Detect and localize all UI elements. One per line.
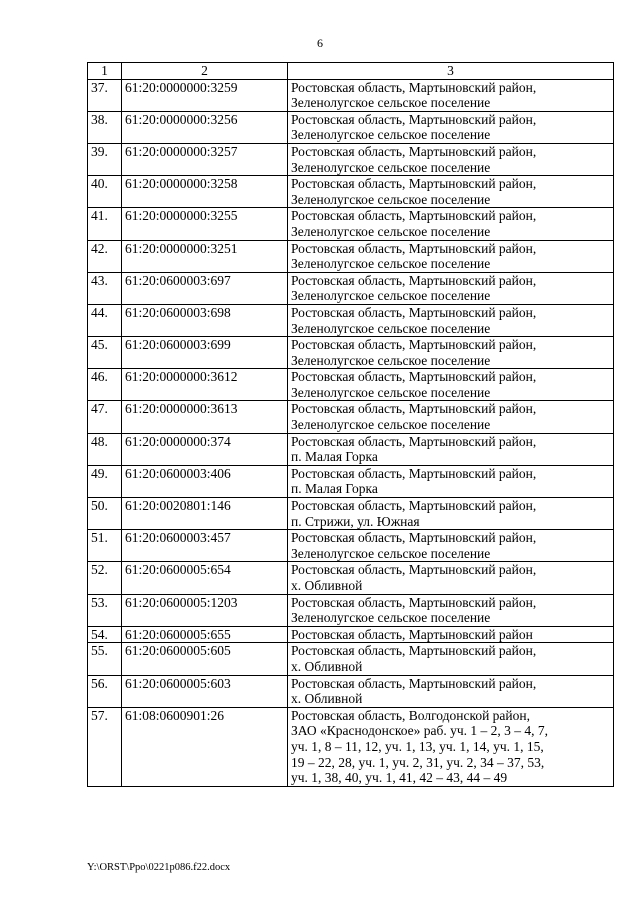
address-line: Зеленолугское сельское поселение xyxy=(291,610,491,626)
table-row xyxy=(88,707,614,786)
row-number: 47. xyxy=(88,401,122,433)
address-line: Ростовская область, Мартыновский район, xyxy=(291,337,537,353)
table-row xyxy=(88,675,614,707)
row-number: 51. xyxy=(88,530,122,562)
address-line: Зеленолугское сельское поселение xyxy=(291,417,491,433)
cadastral-number: 61:20:0000000:3257 xyxy=(122,143,288,175)
address-line: х. Обливной xyxy=(291,691,363,707)
address-line: х. Обливной xyxy=(291,578,363,593)
row-number: 46. xyxy=(88,369,122,401)
footer-file-path: Y:\ORST\Ppo\0221p086.f22.docx xyxy=(87,862,231,873)
table-row xyxy=(88,369,614,401)
cadastral-number: 61:20:0600003:699 xyxy=(122,337,288,369)
land-parcel-table xyxy=(87,62,614,787)
cadastral-number: 61:20:0600005:603 xyxy=(122,675,288,707)
row-number: 37. xyxy=(88,79,122,111)
header-col-2: 2 xyxy=(122,63,288,80)
address-cell xyxy=(288,626,614,643)
address-line: 19 – 22, 28, уч. 1, уч. 2, 31, уч. 2, 34 – 37, 53, xyxy=(291,754,545,770)
table-row xyxy=(88,304,614,336)
row-number: 48. xyxy=(88,433,122,465)
table-row xyxy=(88,337,614,369)
cadastral-number: 61:20:0600003:406 xyxy=(122,465,288,497)
address-line: Ростовская область, Мартыновский район, xyxy=(291,176,537,192)
cadastral-number: 61:20:0000000:374 xyxy=(122,433,288,465)
address-line: ЗАО «Краснодонское» раб. уч. 1 – 2, 3 – 4, 7, xyxy=(291,723,549,739)
address-line: Зеленолугское сельское поселение xyxy=(291,127,491,143)
address-cell xyxy=(288,369,614,401)
address-line: Зеленолугское сельское поселение xyxy=(291,191,491,207)
address-line: Зеленолугское сельское поселение xyxy=(291,159,491,175)
address-cell xyxy=(288,707,614,786)
row-number: 43. xyxy=(88,272,122,304)
address-line: Зеленолугское сельское поселение xyxy=(291,384,491,400)
cadastral-number: 61:20:0600005:655 xyxy=(122,626,288,643)
table-row xyxy=(88,176,614,208)
table-row xyxy=(88,79,614,111)
cadastral-number: 61:20:0000000:3258 xyxy=(122,176,288,208)
address-cell xyxy=(288,304,614,336)
address-line: Ростовская область, Мартыновский район, xyxy=(291,208,537,224)
address-line: Ростовская область, Мартыновский район, xyxy=(291,79,537,95)
address-cell xyxy=(288,337,614,369)
table-row xyxy=(88,433,614,465)
address-line: п. Малая Горка xyxy=(291,449,378,465)
table-row xyxy=(88,643,614,675)
cadastral-number: 61:20:0600003:698 xyxy=(122,304,288,336)
table-row xyxy=(88,626,614,643)
row-number: 45. xyxy=(88,337,122,369)
row-number: 41. xyxy=(88,208,122,240)
cadastral-number: 61:20:0600003:457 xyxy=(122,530,288,562)
table-body xyxy=(88,79,614,786)
row-number: 40. xyxy=(88,176,122,208)
table-row xyxy=(88,240,614,272)
address-line: Ростовская область, Мартыновский район, xyxy=(291,643,537,659)
address-cell xyxy=(288,643,614,675)
address-line: х. Обливной xyxy=(291,658,363,674)
table-row xyxy=(88,530,614,562)
row-number: 56. xyxy=(88,675,122,707)
row-number: 52. xyxy=(88,562,122,594)
address-cell xyxy=(288,401,614,433)
address-line: Ростовская область, Мартыновский район, xyxy=(291,240,537,256)
cadastral-number: 61:20:0020801:146 xyxy=(122,498,288,530)
row-number: 49. xyxy=(88,465,122,497)
address-cell xyxy=(288,240,614,272)
address-line: Ростовская область, Волгодонской район, xyxy=(291,707,530,723)
header-col-3: 3 xyxy=(288,63,614,80)
cadastral-number: 61:20:0600005:654 xyxy=(122,562,288,594)
address-line: Ростовская область, Мартыновский район, xyxy=(291,272,537,288)
table-row xyxy=(88,111,614,143)
address-cell xyxy=(288,594,614,626)
page-number: 6 xyxy=(317,36,323,50)
address-line: п. Стрижи, ул. Южная xyxy=(291,513,420,529)
cadastral-number: 61:08:0600901:26 xyxy=(122,707,288,786)
address-line: Зеленолугское сельское поселение xyxy=(291,95,491,111)
cadastral-number: 61:20:0000000:3251 xyxy=(122,240,288,272)
address-cell xyxy=(288,465,614,497)
address-cell xyxy=(288,272,614,304)
row-number: 55. xyxy=(88,643,122,675)
address-line: Ростовская область, Мартыновский район, xyxy=(291,530,537,546)
table-row xyxy=(88,498,614,530)
address-cell xyxy=(288,433,614,465)
address-line: Ростовская область, Мартыновский район, xyxy=(291,369,537,385)
cadastral-number: 61:20:0000000:3612 xyxy=(122,369,288,401)
row-number: 42. xyxy=(88,240,122,272)
address-line: Зеленолугское сельское поселение xyxy=(291,352,491,368)
address-line: Ростовская область, Мартыновский район xyxy=(291,626,533,642)
address-line: Зеленолугское сельское поселение xyxy=(291,320,491,336)
table-row xyxy=(88,562,614,594)
address-cell xyxy=(288,79,614,111)
address-line: Ростовская область, Мартыновский район, xyxy=(291,401,537,417)
address-line: Ростовская область, Мартыновский район, xyxy=(291,562,537,578)
cadastral-number: 61:20:0600003:697 xyxy=(122,272,288,304)
cadastral-number: 61:20:0000000:3613 xyxy=(122,401,288,433)
cadastral-number: 61:20:0000000:3255 xyxy=(122,208,288,240)
address-line: Ростовская область, Мартыновский район, xyxy=(291,498,537,514)
address-cell xyxy=(288,675,614,707)
table-row xyxy=(88,272,614,304)
address-cell xyxy=(288,530,614,562)
address-line: Ростовская область, Мартыновский район, xyxy=(291,111,537,127)
cadastral-number: 61:20:0000000:3256 xyxy=(122,111,288,143)
row-number: 50. xyxy=(88,498,122,530)
address-cell xyxy=(288,208,614,240)
address-line: Ростовская область, Мартыновский район, xyxy=(291,465,537,481)
address-line: Ростовская область, Мартыновский район, xyxy=(291,143,537,159)
address-cell xyxy=(288,498,614,530)
table-row xyxy=(88,208,614,240)
row-number: 53. xyxy=(88,594,122,626)
table-row xyxy=(88,143,614,175)
address-line: Ростовская область, Мартыновский район, xyxy=(291,304,537,320)
address-line: Ростовская область, Мартыновский район, xyxy=(291,433,537,449)
cadastral-number: 61:20:0600005:1203 xyxy=(122,594,288,626)
row-number: 54. xyxy=(88,626,122,643)
address-line: уч. 1, 38, 40, уч. 1, 41, 42 – 43, 44 – 49 xyxy=(291,770,508,786)
address-line: Зеленолугское сельское поселение xyxy=(291,288,491,304)
address-line: Ростовская область, Мартыновский район, xyxy=(291,594,537,610)
address-cell xyxy=(288,176,614,208)
table-row xyxy=(88,465,614,497)
row-number: 38. xyxy=(88,111,122,143)
cadastral-number: 61:20:0000000:3259 xyxy=(122,79,288,111)
address-line: уч. 1, 8 – 11, 12, уч. 1, 13, уч. 1, 14, уч. 1, 15, xyxy=(291,738,544,754)
address-line: Зеленолугское сельское поселение xyxy=(291,256,491,272)
row-number: 44. xyxy=(88,304,122,336)
table-row xyxy=(88,401,614,433)
address-cell xyxy=(288,111,614,143)
address-cell xyxy=(288,143,614,175)
row-number: 57. xyxy=(88,707,122,786)
header-col-1: 1 xyxy=(88,63,122,80)
address-line: Зеленолугское сельское поселение xyxy=(291,545,491,561)
address-line: п. Малая Горка xyxy=(291,481,378,497)
table-header-row xyxy=(88,63,614,80)
address-cell xyxy=(288,562,614,594)
cadastral-number: 61:20:0600005:605 xyxy=(122,643,288,675)
table-row xyxy=(88,594,614,626)
address-line: Зеленолугское сельское поселение xyxy=(291,223,491,239)
address-line: Ростовская область, Мартыновский район, xyxy=(291,675,537,691)
row-number: 39. xyxy=(88,143,122,175)
